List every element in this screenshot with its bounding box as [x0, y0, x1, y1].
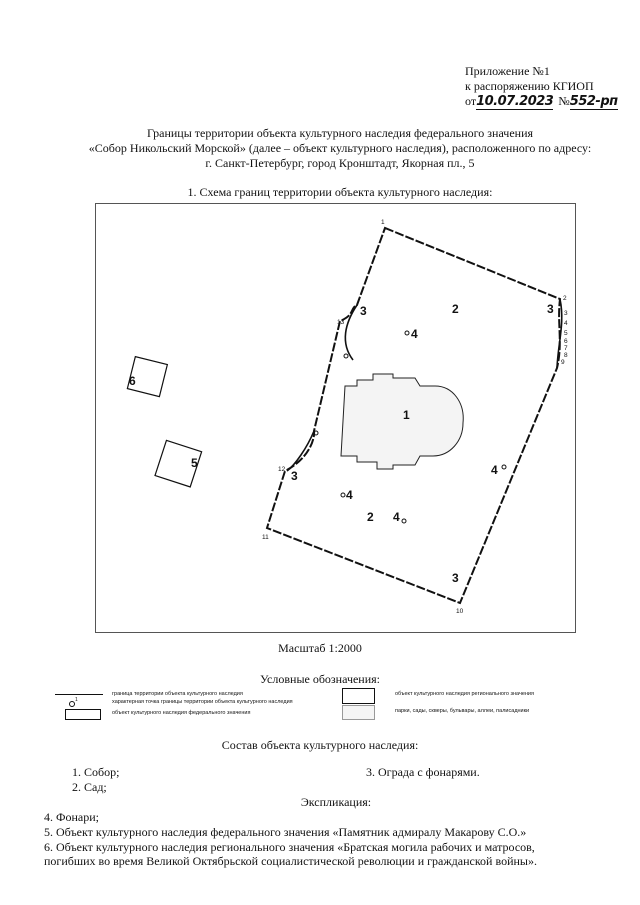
explication-item-4: 4. Фонари;: [44, 810, 99, 824]
composition-item-3: 3. Ограда с фонарями.: [366, 765, 480, 779]
explication-item-6-line1: 6. Объект культурного наследия регионального значения «Братская могила рабочих и матросов,: [44, 840, 535, 854]
legend-parks-box: [342, 705, 375, 720]
label-fence-a: 3: [360, 304, 367, 318]
legend-regional-box: [342, 688, 375, 704]
appendix-block: [465, 64, 618, 109]
appendix-line1: Приложение №1: [465, 64, 550, 78]
document-title: [40, 126, 640, 171]
legend-parks-text: парки, сады, скверы, бульвары, аллеи, палисадники: [395, 708, 530, 714]
label-fence-d: 3: [452, 571, 459, 585]
label-lamp-b: 4: [346, 488, 353, 502]
legend: [55, 690, 615, 720]
handwritten-number: 552-рп: [569, 94, 618, 109]
label-lamp-d: 4: [491, 463, 498, 477]
label-garden-a: 2: [452, 302, 459, 316]
appendix-line3: [465, 94, 618, 109]
label-grave: 6: [129, 374, 136, 388]
explication-item-5: 5. Объект культурного наследия федерального значения «Памятник адмиралу Макарову С.О.»: [44, 825, 527, 839]
point-12: 12: [278, 466, 286, 473]
title-line3: г. Санкт-Петербург, город Кронштадт, Якорная пл., 5: [205, 156, 475, 170]
point-4: 4: [564, 320, 568, 327]
point-10: 10: [456, 608, 464, 615]
legend-regional-text: объект культурного наследия регионального значения: [395, 691, 534, 697]
legend-federal-text: объект культурного наследия федерального значения: [112, 710, 251, 716]
label-cathedral: 1: [403, 408, 410, 422]
point-1: 1: [381, 219, 385, 226]
point-6: 6: [564, 338, 568, 345]
explication-item-6-line2: погибших во время Великой Октябрьской социалистической революции и гражданской войны».: [44, 854, 537, 868]
label-fence-b: 3: [547, 302, 554, 316]
point-11: 11: [262, 534, 269, 541]
title-line2: «Собор Никольский Морской» (далее – объект культурного наследия), расположенного по адресу:: [88, 141, 592, 155]
point-7: 7: [564, 345, 568, 352]
date-prefix: от: [465, 94, 477, 108]
handwritten-date: 10.07.2023: [476, 94, 554, 109]
label-lamp-c: 4: [393, 510, 400, 524]
boundary-map: [95, 203, 576, 633]
legend-point-number: 1: [75, 697, 78, 703]
scheme-heading: 1. Схема границ территории объекта культурного наследия:: [187, 185, 493, 199]
scale-label: Масштаб 1:2000: [278, 641, 362, 655]
label-monument: 5: [191, 456, 198, 470]
label-fence-c: 3: [291, 469, 298, 483]
label-garden-b: 2: [367, 510, 374, 524]
point-13: 13: [337, 319, 345, 326]
composition-item-2: 2. Сад;: [72, 780, 107, 794]
point-5: 5: [564, 330, 568, 337]
point-2: 2: [563, 295, 567, 302]
label-lamp-a: 4: [411, 327, 418, 341]
number-prefix: №: [558, 94, 570, 108]
explication-heading: Экспликация:: [300, 795, 372, 809]
composition-item-1: 1. Собор;: [72, 765, 120, 779]
composition-heading: Состав объекта культурного наследия:: [221, 738, 419, 752]
legend-boundary-text: граница территории объекта культурного наследия: [112, 691, 243, 697]
legend-boundary-line: [55, 694, 103, 695]
legend-point-text: характерная точка границы территории объекта культурного наследия: [112, 699, 293, 705]
appendix-line2: к распоряжению КГИОП: [465, 79, 594, 93]
point-3: 3: [564, 310, 568, 317]
title-line1: Границы территории объекта культурного наследия федерального значения: [146, 126, 534, 140]
point-8: 8: [564, 352, 568, 359]
legend-heading: Условные обозначения:: [259, 672, 381, 686]
legend-federal-box: [65, 709, 101, 720]
point-9: 9: [561, 359, 565, 366]
